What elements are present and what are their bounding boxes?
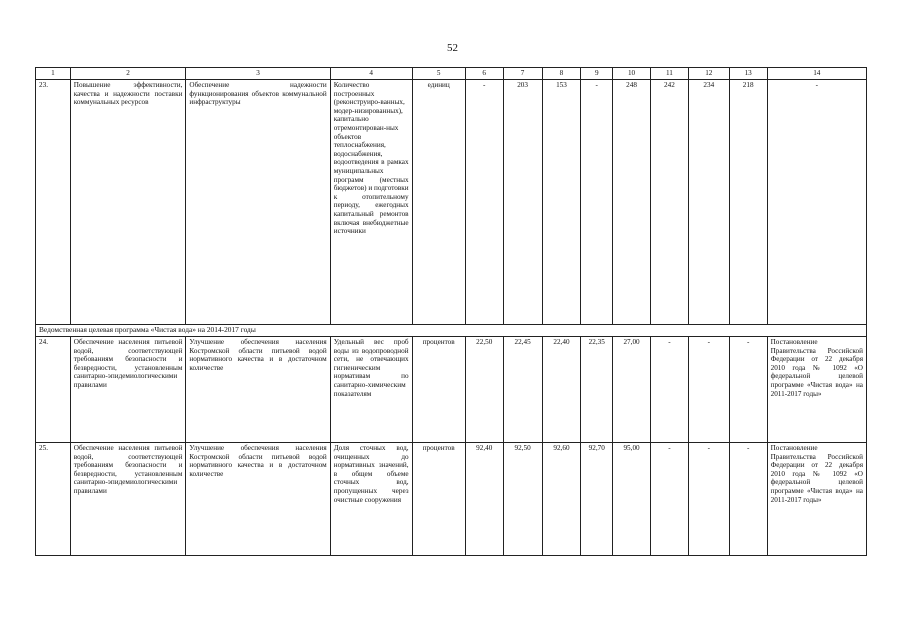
- column-header: 7: [503, 68, 542, 80]
- indicator-cell: Количество построенных (реконструиро-ванных, модер-низированных), капитально отремонтирован-ных объектов теплоснабжения, водоснабжения, водоотведения в рамках муниципальных программ (местных бюджетов) и подготовки к отопительному периоду, ежегодных капитальный ремонтов включая внебюджетные источники: [330, 80, 412, 325]
- value-cell: 92,40: [465, 443, 503, 556]
- value-cell: 92,70: [581, 443, 613, 556]
- value-cell: 22,35: [581, 337, 613, 443]
- indicator-cell: Доля сточных вод, очищенных до нормативных значений, в общем объеме сточных вод, пропущенных через очистные сооружения: [330, 443, 412, 556]
- indicators-table: [35, 67, 867, 556]
- column-header: 8: [542, 68, 581, 80]
- value-cell: -: [650, 443, 688, 556]
- column-header: 1: [36, 68, 71, 80]
- column-header: 5: [412, 68, 465, 80]
- value-cell: 92,60: [542, 443, 581, 556]
- column-header: 12: [688, 68, 729, 80]
- column-header: 10: [613, 68, 651, 80]
- column-header: 13: [729, 68, 767, 80]
- section-title: Ведомственная целевая программа «Чистая вода» на 2014-2017 годы: [36, 325, 867, 337]
- value-cell: 27,00: [613, 337, 651, 443]
- source-cell: -: [767, 80, 866, 325]
- value-cell: -: [688, 443, 729, 556]
- source-cell: Постановление Правительства Российской Федерации от 22 декабря 2010 года № 1092 «О федеральной целевой программе «Чистая вода» на 2011-2017 годы»: [767, 337, 866, 443]
- table-row: [36, 443, 867, 556]
- column-header: 4: [330, 68, 412, 80]
- value-cell: -: [650, 337, 688, 443]
- value-cell: 153: [542, 80, 581, 325]
- value-cell: 22,45: [503, 337, 542, 443]
- section-row: [36, 325, 867, 337]
- value-cell: 92,50: [503, 443, 542, 556]
- value-cell: -: [729, 443, 767, 556]
- value-cell: 203: [503, 80, 542, 325]
- row-number: 24.: [36, 337, 71, 443]
- value-cell: 242: [650, 80, 688, 325]
- value-cell: 22,50: [465, 337, 503, 443]
- column-header: 2: [70, 68, 186, 80]
- goal-cell: Обеспечение надежности функционирования объектов коммунальной инфраструктуры: [186, 80, 330, 325]
- column-number-row: [36, 68, 867, 80]
- column-header: 3: [186, 68, 330, 80]
- row-number: 25.: [36, 443, 71, 556]
- value-cell: -: [465, 80, 503, 325]
- column-header: 11: [650, 68, 688, 80]
- task-cell: Обеспечение населения питьевой водой, соответствующей требованиям безопасности и безвредности, установленным санитарно-эпидемиологическими правилами: [70, 443, 186, 556]
- value-cell: -: [581, 80, 613, 325]
- unit-cell: единиц: [412, 80, 465, 325]
- column-header: 9: [581, 68, 613, 80]
- row-number: 23.: [36, 80, 71, 325]
- value-cell: -: [729, 337, 767, 443]
- goal-cell: Улучшение обеспечения населения Костромской области питьевой водой нормативного качества и в достаточном количестве: [186, 443, 330, 556]
- value-cell: 95,00: [613, 443, 651, 556]
- value-cell: 22,40: [542, 337, 581, 443]
- unit-cell: процентов: [412, 337, 465, 443]
- unit-cell: процентов: [412, 443, 465, 556]
- value-cell: -: [688, 337, 729, 443]
- value-cell: 234: [688, 80, 729, 325]
- value-cell: 248: [613, 80, 651, 325]
- page-number: 52: [447, 42, 458, 54]
- source-cell: Постановление Правительства Российской Федерации от 22 декабря 2010 года № 1092 «О федеральной целевой программе «Чистая вода» на 2011-2017 годы»: [767, 443, 866, 556]
- task-cell: Обеспечение населения питьевой водой, соответствующей требованиям безопасности и безвредности, установленным санитарно-эпидемиологическими правилами: [70, 337, 186, 443]
- column-header: 14: [767, 68, 866, 80]
- column-header: 6: [465, 68, 503, 80]
- value-cell: 218: [729, 80, 767, 325]
- table-row: [36, 337, 867, 443]
- indicator-cell: Удельный вес проб воды из водопроводной сети, не отвечающих гигиеническим нормативам по санитарно-химическим показателям: [330, 337, 412, 443]
- goal-cell: Улучшение обеспечения населения Костромской области питьевой водой нормативного качества и в достаточном количестве: [186, 337, 330, 443]
- table-row: [36, 80, 867, 325]
- task-cell: Повышение эффективности, качества и надежности поставки коммунальных ресурсов: [70, 80, 186, 325]
